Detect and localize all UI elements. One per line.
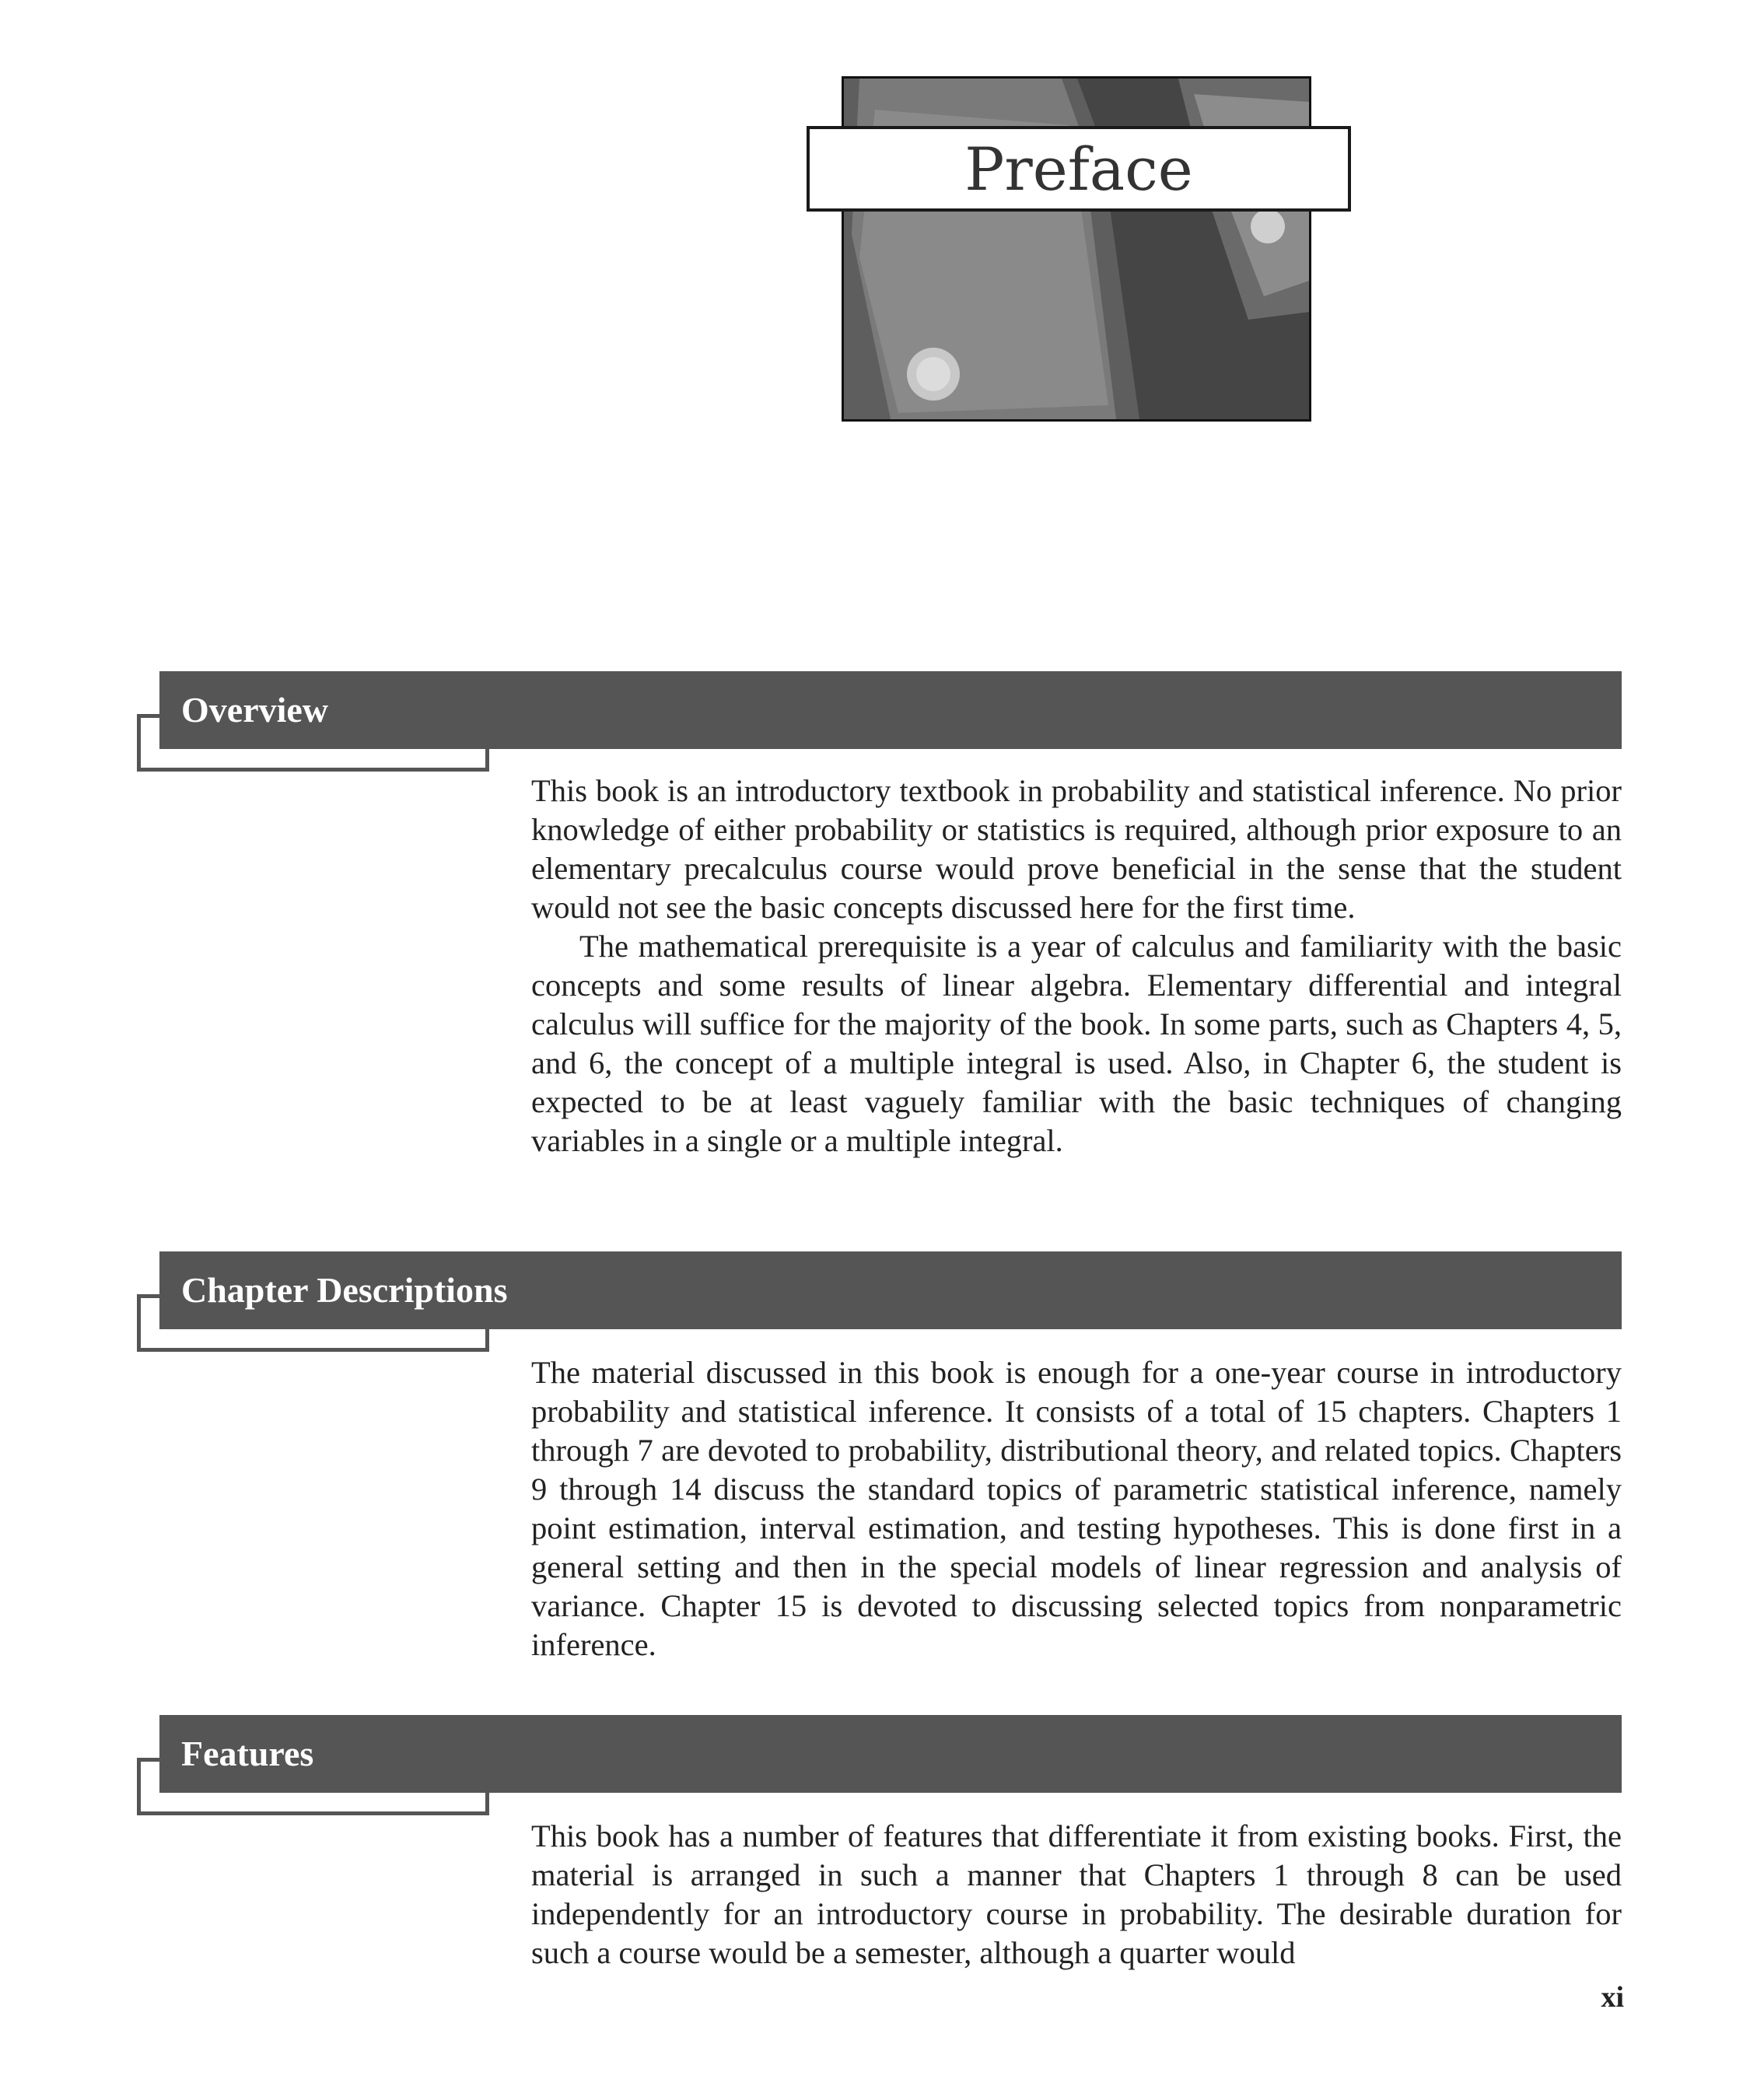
section-body-chapter-descriptions [531,1353,1622,1664]
section-body-features [531,1817,1622,1972]
paragraph: The material discussed in this book is enough for a one-year course in introductory probability and statistical inference. It consists of a total of 15 chapters. Chapters 1 through 7 are devoted to probability, distributional theory, and related topics. Chapters 9 through 14 discuss the standard topics of parametric statistical inference, namely point estimation, interval estimation, and testing hypotheses. This is done first in a general setting and then in the special models of linear regression and analysis of variance. Chapter 15 is devoted to discussing selected topics from nonparametric inference. [531,1355,1622,1662]
section-heading-overview: Overview [159,671,1622,749]
section-heading-chapter-descriptions: Chapter Descriptions [159,1251,1622,1329]
paragraph: The mathematical prerequisite is a year of calculus and familiarity with the basic concepts and some results of linear algebra. Elementary differential and integral calculus will suffice for the majority of the book. In some parts, such as Chapters 4, 5, and 6, the concept of a multiple integral is used. Also, in Chapter 6, the student is expected to be at least vaguely familiar with the basic techniques of changing variables in a single or a multiple integral. [531,929,1622,1158]
page-title: Preface [807,126,1351,212]
paragraph: This book has a number of features that differentiate it from existing books. First, the material is arranged in such a manner that Chapters 1 through 8 can be used independently for an introductory course in probability. The desirable duration for such a course would be a semester, although a quarter would [531,1818,1622,1970]
section-body-overview [531,772,1622,1160]
paragraph: This book is an introductory textbook in probability and statistical inference. No prior knowledge of either probability or statistics is required, although prior exposure to an elementary precalculus course would prove beneficial in the sense that the student would not see the basic concepts discussed here for the first time. [531,773,1622,925]
section-heading-features: Features [159,1715,1622,1793]
page-number: xi [1601,1981,1624,2014]
